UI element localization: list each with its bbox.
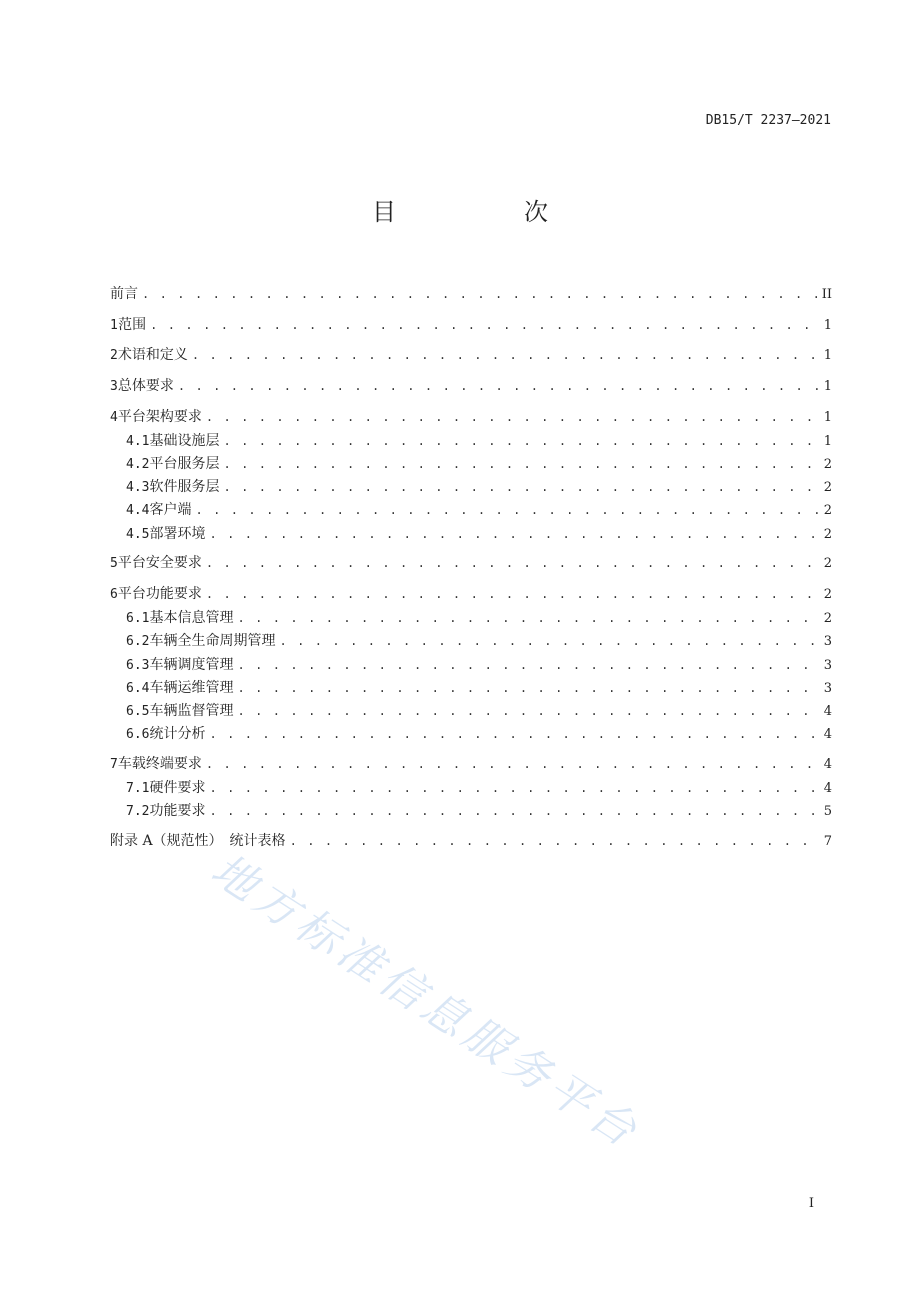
toc-entry[interactable] xyxy=(110,583,832,603)
toc-entry-page: II xyxy=(821,287,832,302)
toc-leader-dots xyxy=(150,318,820,332)
toc-entry-label: 总体要求 xyxy=(117,378,174,394)
toc-entry-page: 2 xyxy=(823,503,832,518)
toc-entry[interactable] xyxy=(110,753,832,773)
toc-entry-number: 6.3 xyxy=(126,658,150,673)
toc-entry-label: 车辆监督管理 xyxy=(149,703,234,719)
toc-entry-label: 软件服务层 xyxy=(149,479,220,495)
toc-entry-number: 6 xyxy=(110,587,118,602)
toc-entry-number: 3 xyxy=(110,379,118,394)
toc-leader-dots xyxy=(209,527,819,541)
toc-entry[interactable] xyxy=(126,723,832,743)
toc-entry-number: 4.4 xyxy=(126,503,150,518)
toc-entry[interactable] xyxy=(110,314,832,334)
toc-entry-page: 1 xyxy=(823,410,832,425)
toc-entry-label: 车辆运维管理 xyxy=(149,680,234,696)
toc-entry-page: 5 xyxy=(823,804,832,819)
toc-entry-page: 2 xyxy=(823,457,832,472)
toc-entry-page: 3 xyxy=(823,681,832,696)
toc-entry[interactable] xyxy=(126,677,832,697)
toc-entry[interactable] xyxy=(126,476,832,496)
toc-entry[interactable] xyxy=(126,630,832,650)
toc-entry-number: 4 xyxy=(110,410,118,425)
toc-entry-number: 6.1 xyxy=(126,611,150,626)
toc-leader-dots xyxy=(142,287,818,301)
toc-entry[interactable] xyxy=(126,654,832,674)
toc-entry-label: 基础设施层 xyxy=(149,433,220,449)
toc-entry-number: 4.5 xyxy=(126,527,150,542)
toc-entry-page: 2 xyxy=(823,587,832,602)
toc-leader-dots xyxy=(178,379,820,393)
toc-entry-label: 统计分析 xyxy=(149,726,206,742)
toc-entry-number: 7.1 xyxy=(126,781,150,796)
toc-entry[interactable] xyxy=(126,523,832,543)
toc-leader-dots xyxy=(206,410,820,424)
toc-entry-page: 4 xyxy=(823,704,832,719)
toc-leader-dots xyxy=(237,658,819,672)
toc-entry-number: 4.3 xyxy=(126,480,150,495)
toc-entry-number: 4.2 xyxy=(126,457,150,472)
toc-entry-label: 车辆全生命周期管理 xyxy=(149,633,276,649)
toc-entry[interactable] xyxy=(110,283,832,303)
toc-entry-label: 基本信息管理 xyxy=(149,610,234,626)
toc-entry[interactable] xyxy=(126,499,832,519)
toc-leader-dots xyxy=(209,781,819,795)
footer-page-number: I xyxy=(808,1196,814,1211)
toc-entry-page: 3 xyxy=(823,634,832,649)
toc-entry-page: 2 xyxy=(823,527,832,542)
toc-entry-label: 车载终端要求 xyxy=(117,756,202,772)
toc-entry[interactable] xyxy=(110,830,832,850)
toc-leader-dots xyxy=(209,804,819,818)
toc-leader-dots xyxy=(195,503,819,517)
toc-entry-label: 前言 xyxy=(110,286,138,302)
toc-leader-dots xyxy=(206,757,820,771)
toc-entry-label: 平台服务层 xyxy=(149,456,220,472)
toc-entry[interactable] xyxy=(126,453,832,473)
toc-entry-label: 部署环境 xyxy=(149,526,206,542)
page-title: 目 次 xyxy=(372,198,600,226)
toc-entry-number: 6.6 xyxy=(126,727,150,742)
toc-entry-page: 7 xyxy=(823,834,832,849)
toc-entry-page: 1 xyxy=(823,379,832,394)
toc-entry-page: 1 xyxy=(823,318,832,333)
toc-entry-page: 3 xyxy=(823,658,832,673)
toc-leader-dots xyxy=(237,611,819,625)
toc-leader-dots xyxy=(206,587,820,601)
toc-entry[interactable] xyxy=(126,700,832,720)
toc-entry-number: 4.1 xyxy=(126,434,150,449)
toc-entry-page: 1 xyxy=(823,434,832,449)
toc-leader-dots xyxy=(223,434,819,448)
toc-entry-label: 硬件要求 xyxy=(149,780,206,796)
toc-entry-number: 6.2 xyxy=(126,634,150,649)
toc-leader-dots xyxy=(279,634,819,648)
toc-entry-label: 平台安全要求 xyxy=(117,555,202,571)
toc-entry[interactable] xyxy=(110,375,832,395)
toc-entry-label: 术语和定义 xyxy=(117,347,188,363)
toc-entry-label: 平台功能要求 xyxy=(117,586,202,602)
toc-entry-label: 功能要求 xyxy=(149,803,206,819)
toc-entry[interactable] xyxy=(126,607,832,627)
toc-entry[interactable] xyxy=(126,430,832,450)
toc-entry[interactable] xyxy=(126,800,832,820)
toc-entry-number: 2 xyxy=(110,348,118,363)
standard-code: DB15/T 2237—2021 xyxy=(705,113,831,128)
toc-entry-page: 2 xyxy=(823,556,832,571)
toc-entry[interactable] xyxy=(110,344,832,364)
toc-leader-dots xyxy=(223,480,819,494)
watermark: 地方标准信息服务平台 xyxy=(202,844,650,1160)
toc-leader-dots xyxy=(223,457,819,471)
toc-entry-label: 平台架构要求 xyxy=(117,409,202,425)
toc-entry[interactable] xyxy=(110,406,832,426)
toc-leader-dots xyxy=(206,556,820,570)
toc-entry-page: 2 xyxy=(823,611,832,626)
toc-entry-label: 客户端 xyxy=(149,502,192,518)
toc-leader-dots xyxy=(192,348,820,362)
toc-leader-dots xyxy=(237,681,819,695)
toc-entry-number: 5 xyxy=(110,556,118,571)
toc-entry-label: 范围 xyxy=(118,317,147,333)
toc-entry-number: 6.5 xyxy=(126,704,150,719)
toc-entry-number: 7.2 xyxy=(126,804,150,819)
toc-entry-page: 1 xyxy=(823,348,832,363)
toc-entry-number: 7 xyxy=(110,757,118,772)
toc-entry-number: 1 xyxy=(110,318,118,333)
toc-entry-page: 4 xyxy=(823,727,832,742)
toc-leader-dots xyxy=(209,727,819,741)
toc-entry-label: 附录 A（规范性） 统计表格 xyxy=(110,833,286,849)
toc-entry-page: 4 xyxy=(823,757,832,772)
toc-leader-dots xyxy=(237,704,819,718)
toc-entry[interactable] xyxy=(126,777,832,797)
toc-entry-label: 车辆调度管理 xyxy=(149,657,234,673)
toc-entry-page: 4 xyxy=(823,781,832,796)
toc-entry[interactable] xyxy=(110,552,832,572)
toc-entry-page: 2 xyxy=(823,480,832,495)
toc-leader-dots xyxy=(290,834,820,848)
toc-entry-number: 6.4 xyxy=(126,681,150,696)
